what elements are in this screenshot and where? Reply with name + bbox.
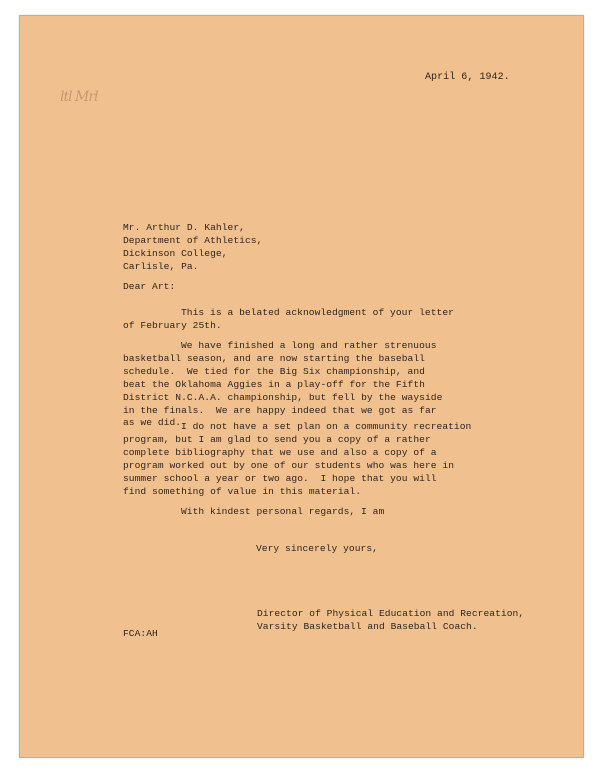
paragraph-line: find something of value in this material. — [123, 485, 362, 497]
signature-title-line: Varsity Basketball and Baseball Coach. — [257, 620, 478, 632]
salutation: Dear Art: — [123, 281, 176, 292]
paragraph-line: schedule. We tied for the Big Six championship, and — [123, 365, 425, 377]
paragraph-line: I do not have a set plan on a community recreation — [181, 421, 472, 432]
paragraph-line: summer school a year or two ago. I hope that you will — [123, 472, 437, 484]
paragraph-line: This is a belated acknowledgment of your letter — [181, 307, 454, 318]
paragraph-line: complete bibliography that we use and also a copy of a — [123, 446, 437, 458]
address-line: Department of Athletics, — [123, 234, 263, 246]
pencil-notation: ltl Mrl — [60, 89, 98, 105]
paragraph-line: as we did. — [123, 417, 182, 429]
paragraph-line: beat the Oklahoma Aggies in a play-off for the Fifth — [123, 378, 425, 390]
body-paragraph — [123, 421, 471, 498]
paragraph-line: of February 25th. — [123, 319, 222, 331]
body-paragraph — [123, 307, 454, 333]
address-line: Dickinson College, — [123, 247, 228, 259]
letter-page — [19, 15, 584, 758]
signature-block — [257, 608, 524, 634]
paragraph-line: basketball season, and are now starting the baseball — [123, 352, 425, 364]
paragraph-line: With kindest personal regards, I am — [181, 506, 385, 517]
reference-initials: FCA:AH — [123, 628, 158, 639]
recipient-address — [123, 222, 262, 274]
paragraph-line: in the finals. We are happy indeed that we got as far — [123, 404, 437, 416]
paragraph-line: program worked out by one of our students who was here in — [123, 459, 455, 471]
paragraph-line: We have finished a long and rather strenuous — [181, 340, 437, 351]
paragraph-line: program, but I am glad to send you a copy of a rather — [123, 433, 431, 445]
body-paragraph — [123, 506, 384, 519]
address-line: Mr. Arthur D. Kahler, — [123, 222, 245, 233]
paragraph-line: District N.C.A.A. championship, but fell by the wayside — [123, 391, 443, 403]
address-line: Carlisle, Pa. — [123, 260, 199, 272]
letter-date: April 6, 1942. — [425, 72, 510, 83]
complimentary-close: Very sincerely yours, — [256, 543, 378, 554]
signature-title-line: Director of Physical Education and Recreation, — [257, 608, 525, 619]
body-paragraph — [123, 340, 442, 430]
